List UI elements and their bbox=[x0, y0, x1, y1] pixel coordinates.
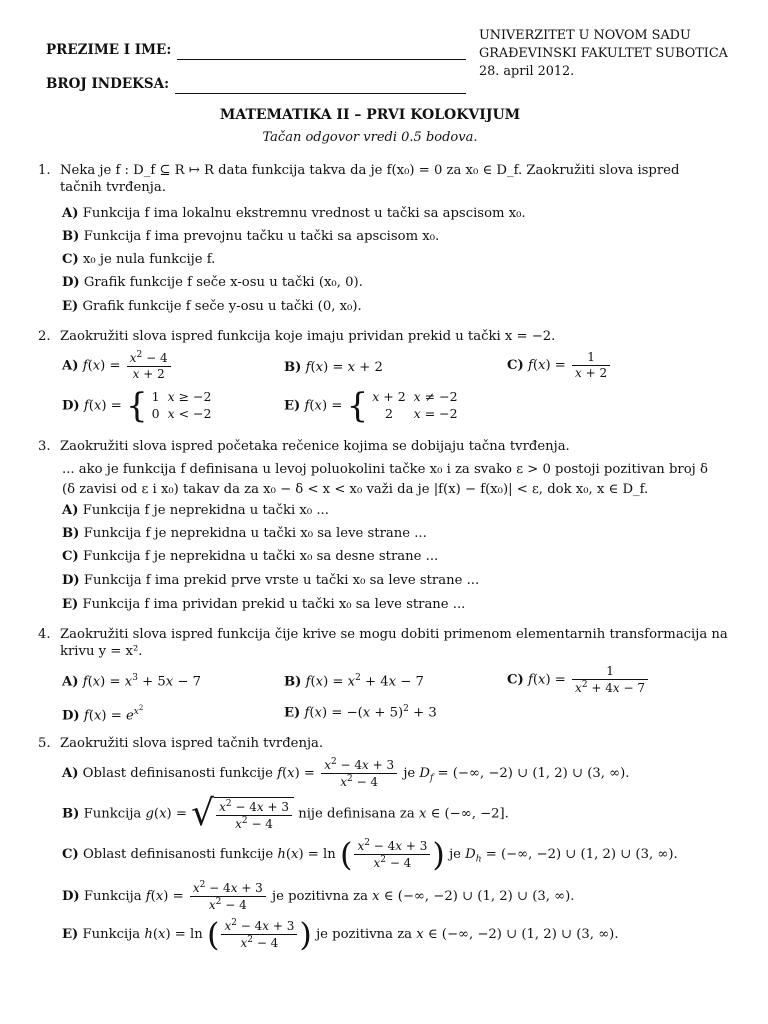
option-letter: C) bbox=[507, 672, 524, 688]
option-text: Funkcija f ima lokalnu ekstremnu vrednost u tački sa apscisom x₀. bbox=[82, 206, 526, 221]
option-letter: B) bbox=[284, 360, 302, 375]
option-letter: A) bbox=[62, 503, 79, 518]
question-number: 3. bbox=[38, 439, 51, 454]
option-text: x₀ je nula funkcije f. bbox=[82, 252, 216, 267]
option-letter: C) bbox=[62, 252, 79, 267]
question-number: 1. bbox=[38, 163, 51, 178]
question-text: Zaokružiti slova ispred početaka rečenice kojima se dobijaju tačna tvrđenja. bbox=[60, 439, 570, 454]
option-text: Funkcija f je neprekidna u tački x₀ sa desne strane ... bbox=[82, 549, 439, 564]
question-number: 5. bbox=[38, 736, 51, 751]
option-letter: D) bbox=[62, 889, 80, 904]
q1-option-c bbox=[62, 251, 215, 268]
index-row bbox=[46, 60, 466, 94]
option-letter: E) bbox=[62, 299, 79, 314]
exam-title: MATEMATIKA II – PRVI KOLOKVIJUM bbox=[219, 107, 521, 123]
name-row bbox=[46, 26, 466, 60]
piecewise-cases: x + 2 x ≠ −2 2 x = −2 bbox=[372, 389, 458, 421]
q5-option-b: B) Funkcija g(x) = √ $\frac{x^2 - 4x + 3}{x^2 - 4}$ nije definisana za x ∈ (−∞, −2]. bbox=[62, 793, 509, 834]
fraction: $\frac{x^2 - 4x + 3}{x^2 - 4}$ bbox=[354, 838, 430, 871]
index-label: BROJ INDEKSA: bbox=[46, 76, 170, 93]
q2-option-b: B) f(x) = x + 2 bbox=[284, 360, 383, 375]
q3-context-line-1: ... ako je funkcija f definisana u levoj poluokolini tačke x₀ i za svako ε > 0 postoji pozitivan broj δ bbox=[62, 462, 708, 477]
university-name: UNIVERZITET U NOVOM SADU bbox=[479, 28, 691, 43]
q3-option-c bbox=[62, 548, 438, 565]
option-letter: A) bbox=[62, 358, 79, 374]
option-letter: B) bbox=[284, 674, 302, 690]
option-text: Funkcija f je neprekidna u tački x₀ ... bbox=[82, 503, 329, 518]
piecewise-cases: 1 x ≥ −2 0 x < −2 bbox=[151, 389, 212, 421]
q2-option-c: C) f(x) = $\frac{1}{x + 2}$ bbox=[507, 350, 612, 381]
option-letter: E) bbox=[62, 927, 79, 942]
q2-option-e: E) f(x) = { x + 2 x ≠ −2 2 x = −2 bbox=[284, 389, 462, 423]
option-text: Grafik funkcije f seče x-osu u tački (x₀, 0). bbox=[83, 275, 363, 290]
option-text: Funkcija f je neprekidna u tački x₀ sa leve strane ... bbox=[83, 526, 427, 541]
fraction: $\frac{x^2 - 4x + 3}{x^2 - 4}$ bbox=[221, 918, 297, 951]
q1-option-d bbox=[62, 274, 363, 291]
fraction: $\frac{1}{x^2 + 4x - 7}$ bbox=[572, 664, 648, 696]
option-letter: D) bbox=[62, 398, 80, 414]
q1-option-e bbox=[62, 298, 362, 315]
q4-option-b: B) $f(x) = x^2 + 4x - 7$ bbox=[284, 673, 424, 690]
question-number: 2. bbox=[38, 329, 51, 344]
q4-option-e: E) $f(x) = -(x + 5)^2 + 3$ bbox=[284, 704, 437, 721]
q3-option-b bbox=[62, 525, 427, 542]
option-text: Grafik funkcije f seče y-osu u tački (0, x₀). bbox=[82, 299, 362, 314]
q5-option-c: C) Oblast definisanosti funkcije h(x) = ln ( $\frac{x^2 - 4x + 3}{x^2 - 4}$ ) je $D_h$ = (−∞, −2) ∪ (1, 2) ∪ (3, ∞). bbox=[62, 835, 678, 874]
option-letter: D) bbox=[62, 708, 80, 724]
option-letter: E) bbox=[284, 705, 301, 721]
q5-option-e: E) Funkcija h(x) = ln ( $\frac{x^2 - 4x + 3}{x^2 - 4}$ ) je pozitivna za x ∈ (−∞, −2) ∪ (1, 2) ∪ (3, ∞). bbox=[62, 915, 619, 954]
question-number: 4. bbox=[38, 627, 51, 642]
q1-option-a bbox=[62, 205, 526, 222]
exam-subtitle: Tačan odgovor vredi 0.5 bodova. bbox=[262, 130, 478, 145]
square-root: √ $\frac{x^2 - 4x + 3}{x^2 - 4}$ bbox=[191, 796, 294, 832]
q1-option-b bbox=[62, 228, 439, 245]
question-text-line: krivu y = x². bbox=[60, 644, 143, 660]
option-letter: A) bbox=[62, 674, 79, 690]
question-text bbox=[60, 162, 728, 196]
option-letter: C) bbox=[507, 358, 524, 373]
fraction: $\frac{x^2 - 4}{x + 2}$ bbox=[127, 350, 171, 382]
question-text: Zaokružiti slova ispred funkcija koje imaju prividan prekid u tački x = −2. bbox=[60, 329, 556, 344]
option-letter: B) bbox=[62, 229, 80, 244]
q2-option-a: A) f(x) = $\frac{x^2 - 4}{x + 2}$ bbox=[62, 350, 173, 382]
institution-info bbox=[479, 27, 759, 81]
option-letter: D) bbox=[62, 275, 80, 290]
question-text-line: tačnih tvrđenja. bbox=[60, 180, 166, 196]
q3-option-a bbox=[62, 502, 329, 519]
q5-option-d: D) Funkcija f(x) = $\frac{x^2 - 4x + 3}{x^2 - 4}$ je pozitivna za x ∈ (−∞, −2) ∪ (1, 2) ∪ (3, ∞). bbox=[62, 880, 575, 912]
fraction: $\frac{1}{x + 2}$ bbox=[572, 350, 610, 381]
fraction: $\frac{x^2 - 4x + 3}{x^2 - 4}$ bbox=[321, 757, 397, 790]
option-letter: A) bbox=[62, 206, 79, 221]
question-3 bbox=[38, 438, 728, 455]
option-letter: A) bbox=[62, 766, 79, 781]
option-letter: C) bbox=[62, 847, 79, 862]
question-1 bbox=[38, 162, 728, 196]
q2-option-d: D) f(x) = { 1 x ≥ −2 0 x < −2 bbox=[62, 389, 215, 423]
q4-option-a: A) $f(x) = x^3 + 5x - 7$ bbox=[62, 673, 202, 690]
question-5 bbox=[38, 735, 728, 752]
option-letter: C) bbox=[62, 549, 79, 564]
option-text: Funkcija f ima prividan prekid u tački x₀ sa leve strane ... bbox=[82, 597, 466, 612]
question-text-line: Zaokružiti slova ispred funkcija čije krive se mogu dobiti primenom elementarnih transformacija na bbox=[60, 627, 728, 642]
question-text: Zaokružiti slova ispred tačnih tvrđenja. bbox=[60, 736, 324, 751]
option-letter: E) bbox=[284, 398, 301, 414]
name-label: PREZIME I IME: bbox=[46, 42, 172, 59]
question-2 bbox=[38, 328, 728, 345]
option-letter: B) bbox=[62, 526, 80, 541]
faculty-name: GRAĐEVINSKI FAKULTET SUBOTICA bbox=[479, 45, 728, 61]
option-text: Funkcija f ima prevojnu tačku u tački sa apscisom x₀. bbox=[83, 229, 440, 244]
q3-context-line-2: (δ zavisi od ε i x₀) takav da za x₀ − δ < x < x₀ važi da je |f(x) − f(x₀)| < ε, dok x₀, x ∈ D_f. bbox=[62, 482, 649, 497]
student-info bbox=[46, 26, 466, 94]
option-letter: B) bbox=[62, 806, 80, 822]
name-blank-line bbox=[177, 43, 466, 60]
question-4 bbox=[38, 626, 728, 660]
q3-option-e bbox=[62, 596, 465, 613]
option-text: Funkcija f ima prekid prve vrste u tački x₀ sa leve strane ... bbox=[83, 573, 480, 588]
question-text-line: Neka je f : D_f ⊆ R ↦ R data funkcija takva da je f(x₀) = 0 za x₀ ∈ D_f. Zaokružiti slova ispred bbox=[60, 163, 680, 178]
q4-option-d: D) $f(x) = e^{x^2}$ bbox=[62, 704, 144, 724]
index-blank-line bbox=[175, 77, 466, 94]
option-letter: D) bbox=[62, 573, 80, 588]
fraction: $\frac{x^2 - 4x + 3}{x^2 - 4}$ bbox=[190, 880, 266, 913]
q4-option-c: C) f(x) = $\frac{1}{x^2 + 4x - 7}$ bbox=[507, 664, 650, 696]
question-text bbox=[60, 626, 728, 660]
q5-option-a: A) Oblast definisanosti funkcije f(x) = $\frac{x^2 - 4x + 3}{x^2 - 4}$ je $D_f$ = (−∞, −2) ∪ (1, 2) ∪ (3, ∞). bbox=[62, 757, 630, 789]
exam-date: 28. april 2012. bbox=[479, 63, 575, 79]
option-letter: E) bbox=[62, 597, 79, 612]
q3-option-d bbox=[62, 572, 479, 589]
